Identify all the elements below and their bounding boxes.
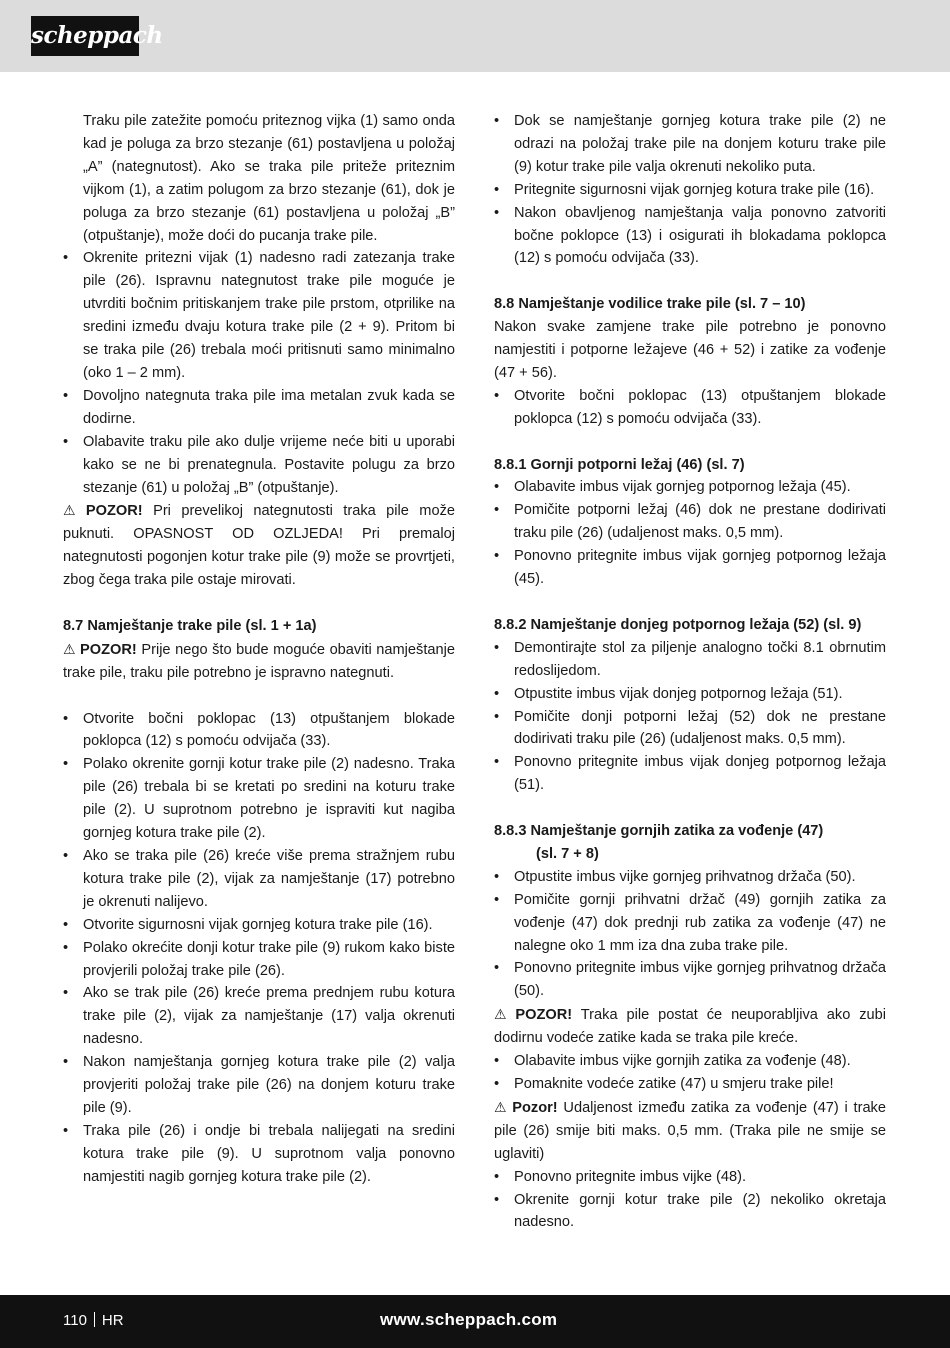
bullet-dot: • [494,685,500,702]
list-item: • Ponovno pritegnite imbus vijke gornjeg prihvatnog držača (50). [494,957,886,1003]
list-item: • Nakon obavljenog namještanja valja ponovno zatvoriti bočne poklopce (13) i osigurati ih blokadama poklopca (12) s pomoću odvijača (33). [494,202,886,271]
list-item: • Ponovno pritegnite imbus vijak donjeg potpornog ležaja (51). [494,751,886,797]
bullet-dot: • [494,1191,500,1208]
lower-bearing-list [494,637,886,797]
list-item: • Okrenite pritezni vijak (1) nadesno radi zatezanja trake pile (26). Ispravnu nategnutost trake pile moguće je utvrditi bočnim pritiskanjem trake pile prstom, otprilike na sredini između dvaju kotura trake pile (2 + 9). Pritom bi se traka pile (26) trebala moći pritisnuti samo minimalno (oko 1 – 2 mm). [63,247,455,384]
section-heading-8-8-1: 8.8.1 Gornji potporni ležaj (46) (sl. 7) [494,456,745,473]
section-heading-8-8-3: 8.8.3 Namještanje gornjih zatika za vođenje (47) (sl. 7 + 8) [494,823,824,862]
divider [94,1312,95,1327]
bullet-dot: • [63,1054,69,1071]
list-item: • Pomaknite vodeće zatike (47) u smjeru trake pile! [494,1073,886,1096]
bullet-dot: • [494,754,500,771]
list-item: • Pomičite gornji prihvatni držač (49) gornjih zatika za vođenje (47) dok prednji rub zatika za vođenje (47) ne nalegne oko 1 mm iza dna zuba trake pile. [494,889,886,958]
warning-paragraph: ⚠ POZOR! Prije nego što bude moguće obaviti namještanje trake pile, traku pile potrebno je ispravno nategnuti. [63,640,455,681]
bullet-dot: • [63,916,69,933]
bullet-dot: • [63,710,69,727]
warning-triangle-icon: ⚠ [494,1006,512,1023]
bullet-dot: • [494,387,500,404]
paragraph-8-8: Nakon svake zamjene trake pile potrebno je ponovno namjestiti i potporne ležajeve (46 + 52) i zatike za vođenje (47 + 56). [494,319,886,381]
bullet-dot: • [494,1076,500,1092]
bullet-dot: • [494,548,500,565]
list-item: • Otvorite sigurnosni vijak gornjeg kotura trake pile (16). [63,914,455,937]
list-item: • Demontirajte stol za piljenje analogno točki 8.1 obrnutim redoslijedom. [494,637,886,683]
bullet-dot: • [494,868,500,885]
list-item: • Dok se namještanje gornjeg kotura trake pile (2) ne odrazi na položaj trake pile na donjem koturu trake pile (9) kotur trake pile valja okrenuti nekoliko puta. [494,110,886,179]
list-item: • Okrenite gornji kotur trake pile (2) nekoliko okretaja nadesno. [494,1189,886,1235]
list-item: • Dovoljno nategnuta traka pile ima metalan zvuk kada se dodirne. [63,385,455,431]
bullet-dot: • [494,113,500,129]
guide-pin-list [494,866,886,1003]
list-item: • Pomičite potporni ležaj (46) dok ne prestane dodirivati traku pile (26) (udaljenost maks. 0,5 mm). [494,499,886,545]
bullet-dot: • [63,985,69,1002]
list-item: • Olabavite imbus vijke gornjih zatika za vođenje (48). [494,1050,886,1073]
page-header [0,0,950,72]
right-column [494,110,886,1234]
section-heading-8-8: 8.8 Namještanje vodilice trake pile (sl. 7 – 10) [494,296,806,313]
adjust-bullet-list [63,708,455,1189]
warning-triangle-icon: ⚠ [63,640,77,657]
warning-triangle-icon: ⚠ [494,1098,509,1115]
bullet-dot: • [494,502,500,519]
bullet-dot: • [494,1168,500,1185]
list-item: • Ako se trak pile (26) kreće prema prednjem rubu kotura trake pile (2), vijak za namještanje (17) valja okrenuti nadesno. [63,982,455,1051]
bullet-dot: • [494,181,500,198]
list-item: • Otpustite imbus vijke gornjeg prihvatnog držača (50). [494,866,886,889]
bullet-dot: • [63,1122,69,1139]
list-item: • Ponovno pritegnite imbus vijak gornjeg potpornog ležaja (45). [494,545,886,591]
bullet-dot: • [63,756,69,773]
warning-paragraph: ⚠ Pozor! Udaljenost između zatika za vođenje (47) i trake pile (26) smije biti maks. 0,5 mm. (Traka pile ne smije se uglaviti) [494,1098,886,1162]
bullet-dot: • [63,847,69,864]
list-item: • Polako okrećite donji kotur trake pile (9) rukom kako biste provjerili položaj trake pile (26). [63,937,455,983]
warning-paragraph: ⚠ POZOR! Pri prevelikoj nategnutosti traka pile može puknuti. OPASNOST OD OZLJEDA! Pri premaloj nategnutosti pogonjen kotur trake pile (9) može se provrtjeti, zbog čega traka pile ostaje mirovati. [63,502,455,589]
bullet-dot: • [494,639,500,656]
list-item: • Pomičite donji potporni ležaj (52) dok ne prestane dodirivati traku pile (26) (udaljenost maks. 0,5 mm). [494,706,886,752]
check-bullet-list [494,110,886,270]
bullet-dot: • [63,433,69,450]
bullet-dot: • [63,387,69,404]
scheppach-logo: scheppach [31,16,139,56]
upper-bearing-list [494,476,886,591]
bullet-dot: • [63,250,69,267]
left-column [63,110,455,1189]
bullet-dot: • [494,479,500,496]
list-item: • Pritegnite sigurnosni vijak gornjeg kotura trake pile (16). [494,179,886,202]
bullet-dot: • [494,960,500,977]
warning-triangle-icon: ⚠ [63,502,82,519]
section-heading-8-7: 8.7 Namještanje trake pile (sl. 1 + 1a) [63,617,317,634]
list-item: • Otvorite bočni poklopac (13) otpuštanjem blokade poklopca (12) s pomoću odvijača (33). [63,708,455,754]
bullet-dot: • [494,204,500,221]
bullet-dot: • [494,891,500,908]
list-item: • Ako se traka pile (26) kreće više prema stražnjem rubu kotura trake pile (2), vijak za namještanje (17) potrebno je okrenuti nalijevo. [63,845,455,914]
list-item: • Traka pile (26) i ondje bi trebala nalijegati na sredini kotura trake pile (9). U suprotnom valja ponovno namjestiti nagib gornjeg kotura trake pile (2). [63,1120,455,1189]
bullet-dot: • [494,1053,500,1070]
page-number: 110 HR [63,1312,124,1329]
list-item: • Nakon namještanja gornjeg kotura trake pile (2) valja provjeriti položaj trake pile (26) na donjem koturu trake pile (9). [63,1051,455,1120]
bullet-dot: • [494,708,500,725]
list-item: • Ponovno pritegnite imbus vijke (48). [494,1166,886,1189]
website-link[interactable]: www.scheppach.com [380,1310,558,1329]
warning-paragraph: ⚠ POZOR! Traka pile postat će neuporabljiva ako zubi dodirnu vodeće zatike kada se traka pile kreće. [494,1006,886,1047]
bullet-dot: • [63,939,69,956]
list-item: • Olabavite imbus vijak gornjeg potpornog ležaja (45). [494,476,886,499]
list-item: • Otvorite bočni poklopac (13) otpuštanjem blokade poklopca (12) s pomoću odvijača (33). [494,385,886,431]
intro-paragraph: Traku pile zatežite pomoću priteznog vijka (1) samo onda kad je poluga za brzo stezanje (61) postavljena u položaj „A” (nategnutost). Ako se traka pile priteže priteznim vijkom (1), a zatim polugom za brzo stezanje (61), dok je poluga za brzo stezanje (61) postavljena u položaj „B” (otpuštanje), može doći do pucanja trake pile. [83,113,455,244]
section-heading-8-8-2: 8.8.2 Namještanje donjeg potpornog ležaja (52) (sl. 9) [494,616,862,633]
list-item: • Polako okrenite gornji kotur trake pile (2) nadesno. Traka pile (26) trebala bi se kretati po sredini na koturu trake pile (2). U suprotnom potrebno je ispraviti kut nagiba gornjeg kotura trake pile (2). [63,753,455,845]
page-footer [0,1295,950,1348]
tension-bullet-list [63,247,455,499]
list-item: • Olabavite traku pile ako dulje vrijeme neće biti u uporabi kako se ne bi prenategnula. Postavite polugu za brzo stezanje (61) u položaj „B” (otpuštanje). [63,431,455,500]
list-item: • Otpustite imbus vijak donjeg potpornog ležaja (51). [494,683,886,706]
